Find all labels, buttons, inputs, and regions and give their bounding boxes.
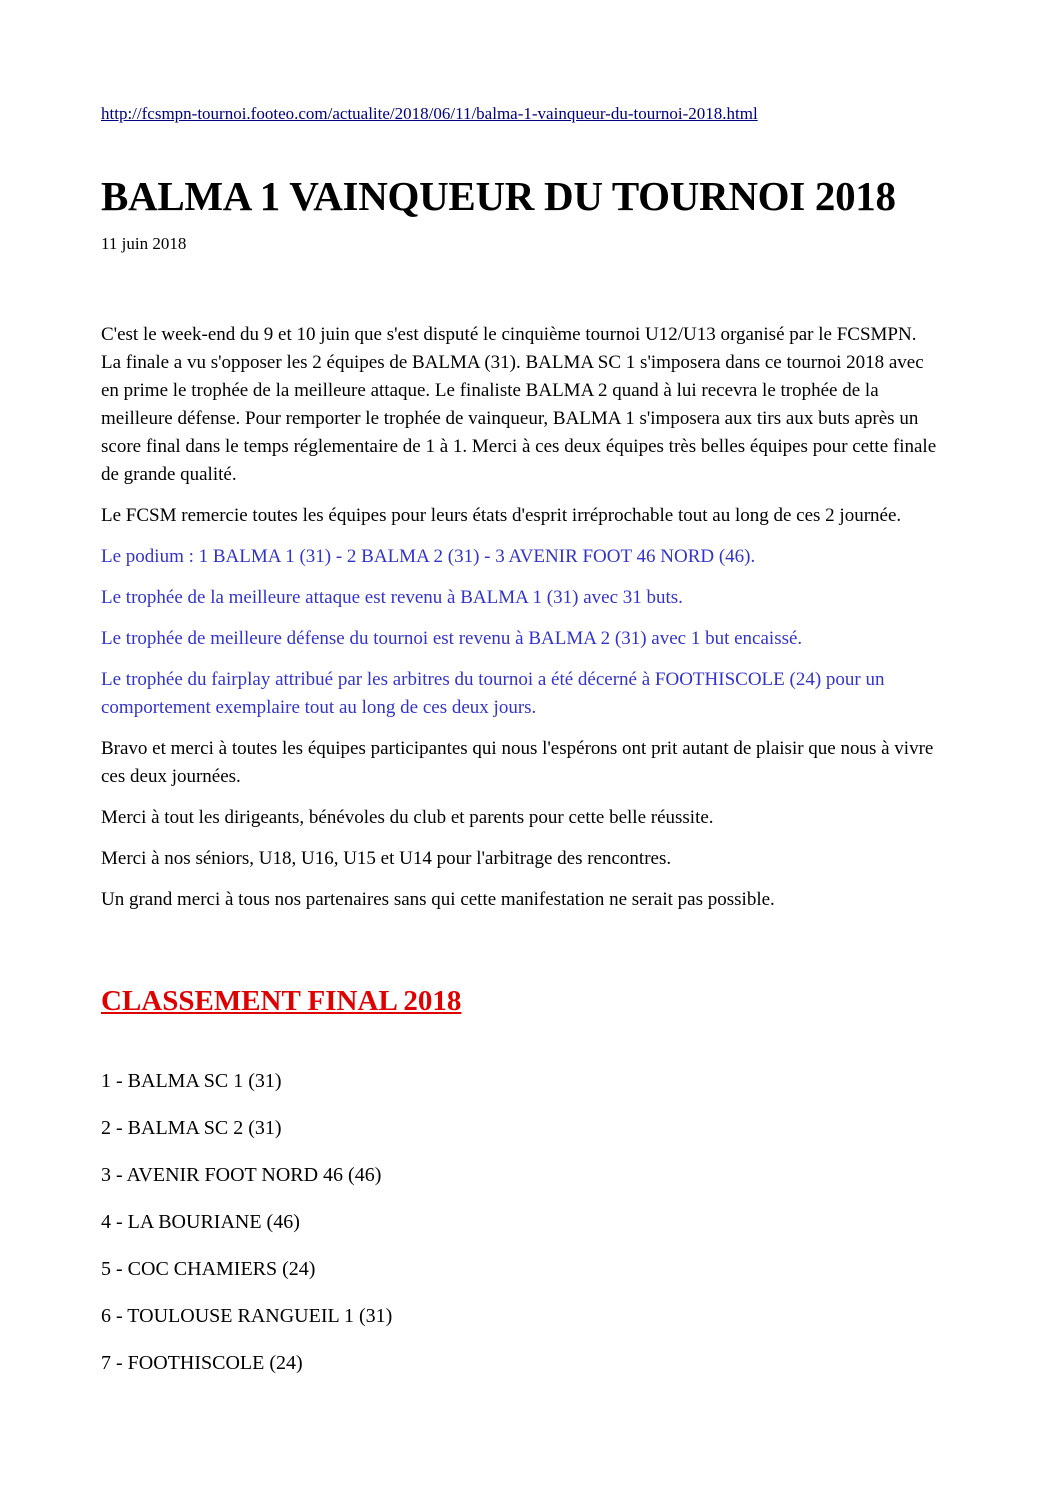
ranking-item-5: 5 - COC CHAMIERS (24) [101, 1258, 316, 1280]
paragraph-thanks-referees: Merci à nos séniors, U18, U16, U15 et U14 pour l'arbitrage des rencontres. [101, 848, 672, 869]
paragraph-thanks-teams: Le FCSM remercie toutes les équipes pour leurs états d'esprit irréprochable tout au long de ces 2 journée. [101, 505, 902, 526]
paragraph-thanks-partners: Un grand merci à tous nos partenaires sans qui cette manifestation ne serait pas possible. [101, 889, 775, 910]
ranking-list [101, 1070, 940, 1375]
article-date: 11 juin 2018 [101, 234, 187, 253]
page-title: BALMA 1 VAINQUEUR DU TOURNOI 2018 [101, 173, 896, 219]
paragraph-bravo: Bravo et merci à toutes les équipes participantes qui nous l'espérons ont prit autant de plaisir que nous à vivre ces deux journées. [101, 738, 934, 787]
paragraph-thanks-staff: Merci à tout les dirigeants, bénévoles du club et parents pour cette belle réussite. [101, 807, 714, 828]
section-heading-classement-final: CLASSEMENT FINAL 2018 [101, 985, 462, 1017]
article-url-link[interactable]: http://fcsmpn-tournoi.footeo.com/actualite/2018/06/11/balma-1-vainqueur-du-tournoi-2018.html [101, 104, 758, 123]
ranking-item-2: 2 - BALMA SC 2 (31) [101, 1117, 282, 1139]
ranking-item-6: 6 - TOULOUSE RANGUEIL 1 (31) [101, 1305, 393, 1327]
paragraph-fairplay: Le trophée du fairplay attribué par les arbitres du tournoi a été décerné à FOOTHISCOLE (24) pour un comportement exemplaire tout au long de ces deux jours. [101, 669, 885, 718]
paragraph-podium: Le podium : 1 BALMA 1 (31) - 2 BALMA 2 (31) - 3 AVENIR FOOT 46 NORD (46). [101, 546, 756, 567]
ranking-item-7: 7 - FOOTHISCOLE (24) [101, 1352, 303, 1374]
article-body [101, 321, 940, 914]
ranking-item-1: 1 - BALMA SC 1 (31) [101, 1070, 282, 1092]
paragraph-best-attack: Le trophée de la meilleure attaque est revenu à BALMA 1 (31) avec 31 buts. [101, 587, 683, 608]
ranking-item-3: 3 - AVENIR FOOT NORD 46 (46) [101, 1164, 382, 1186]
paragraph-best-defense: Le trophée de meilleure défense du tournoi est revenu à BALMA 2 (31) avec 1 but encaissé. [101, 628, 803, 649]
ranking-item-4: 4 - LA BOURIANE (46) [101, 1211, 300, 1233]
paragraph-intro: C'est le week-end du 9 et 10 juin que s'est disputé le cinquième tournoi U12/U13 organisé par le FCSMPN. La finale a vu s'opposer les 2 équipes de BALMA (31). BALMA SC 1 s'imposera dans ce tournoi 2018 avec en prime le trophée de la meilleure attaque. Le finaliste BALMA 2 quand à lui recevra le trophée de la meilleure défense. Pour remporter le trophée de vainqueur, BALMA 1 s'imposera aux tirs aux buts après un score final dans le temps réglementaire de 1 à 1. Merci à ces deux équipes très belles équipes pour cette finale de grande qualité. [101, 324, 937, 485]
